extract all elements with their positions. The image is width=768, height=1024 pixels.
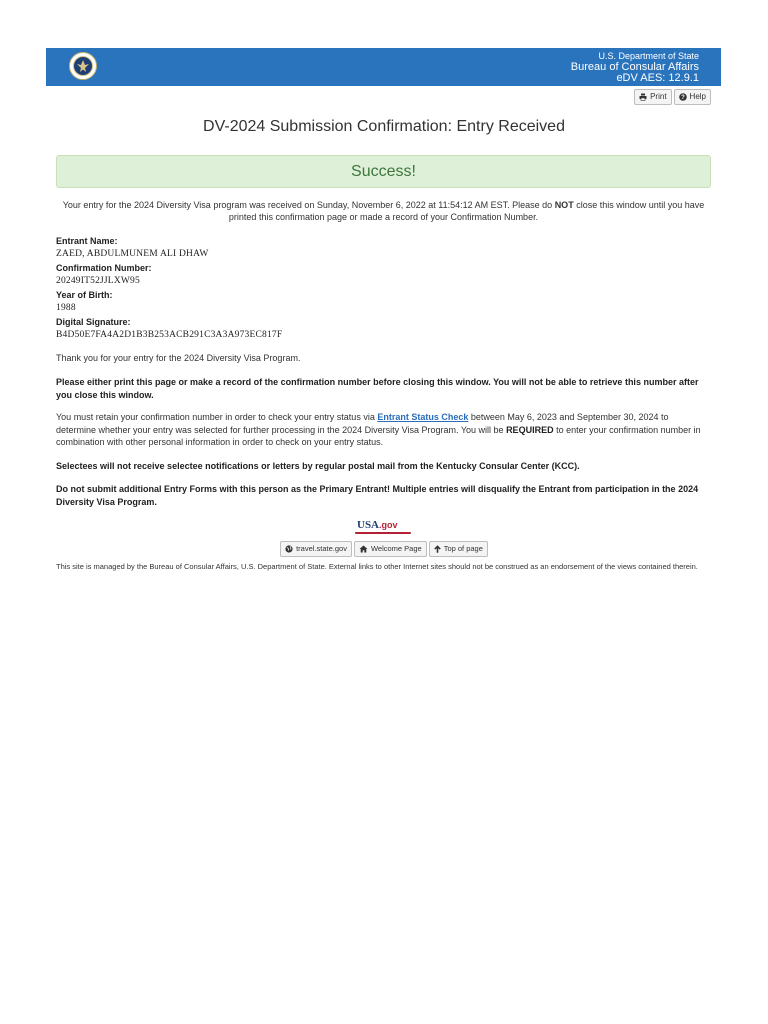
entrant-name-value: ZAED, ABDULMUNEM ALI DHAW (56, 249, 209, 259)
travel-state-link[interactable] (280, 541, 352, 557)
retain-text-middle: between May 6, 2023 and September 30, 2024 to determine whether your entry was selected for further processing in the 2024 Diversity Visa Program. You will be (56, 412, 669, 435)
success-alert: Success! (56, 155, 711, 188)
print-label: Print (650, 92, 667, 101)
digital-signature-value: B4D50E7FA4A2D1B3B253ACB291C3A3A973EC817F (56, 330, 283, 340)
birth-year-value: 1988 (56, 303, 76, 313)
welcome-page-link[interactable] (354, 541, 427, 557)
digital-signature-label: Digital Signature: (56, 317, 131, 327)
print-icon (639, 93, 647, 101)
usa-logo-suffix: .gov (379, 520, 398, 530)
top-of-page-link[interactable] (429, 541, 488, 557)
intro-text (56, 199, 711, 223)
welcome-page-label: Welcome Page (370, 544, 422, 553)
selectees-notice (56, 460, 711, 473)
intro-text-start: Your entry for the 2024 Diversity Visa program was received on Sunday, November 6, 2022 at 11:54:12 AM EST. Please do (62, 200, 555, 210)
header-banner (46, 48, 721, 86)
help-icon (679, 93, 687, 101)
intro-not: NOT (554, 200, 574, 210)
arrow-up-icon (434, 545, 441, 553)
intro-text-end: close this window until you have printed this confirmation page or made a record of your Confirmation Number. (228, 200, 705, 222)
multiple-entries-text: Do not submit additional Entry Forms with this person as the Primary Entrant! Multiple entries will disqualify the Entrant from participation in the 2024 Diversity Visa Program. (56, 484, 699, 507)
toolbar (634, 89, 711, 105)
globe-icon (285, 545, 293, 553)
thank-you-text: Thank you for your entry for the 2024 Diversity Visa Program. (56, 353, 301, 363)
seal-icon (69, 52, 97, 80)
site-disclaimer: This site is managed by the Bureau of Consular Affairs, U.S. Department of State. External links to other Internet sites should not be construed as an endorsement of the views contained therein. (56, 562, 698, 571)
usa-logo-main: USA (357, 519, 380, 531)
retain-notice (56, 411, 711, 449)
selectees-text: Selectees will not receive selectee notifications or letters by regular postal mail from the Kentucky Consular Center (KCC). (56, 461, 580, 471)
confirmation-number-value: 20249IT52JJLXW95 (56, 276, 140, 286)
required-text: REQUIRED (506, 424, 554, 435)
top-of-page-label: Top of page (443, 544, 483, 553)
retain-text-start: You must retain your confirmation number in order to check your entry status via (56, 412, 378, 422)
entrant-status-check-link[interactable]: Entrant Status Check (377, 412, 469, 422)
entrant-name-label: Entrant Name: (56, 236, 118, 246)
confirmation-number-label: Confirmation Number: (56, 263, 152, 273)
footer-links (0, 541, 768, 557)
home-icon (359, 545, 368, 553)
print-warning-text: Please either print this page or make a record of the confirmation number before closing this window. You will not be able to retrieve this number after you close this window. (56, 377, 699, 400)
app-version: eDV AES: 12.9.1 (616, 72, 699, 84)
entrant-details (56, 234, 711, 342)
retain-text-end: to enter your confirmation number in combination with other personal information in order to check on your entry status. (56, 424, 701, 447)
multiple-entries-warning (56, 483, 711, 508)
travel-state-label: travel.state.gov (296, 544, 347, 553)
usa-logo-swoosh (355, 532, 411, 534)
print-button[interactable] (634, 89, 671, 105)
agency-block (571, 51, 699, 84)
usa-gov-logo[interactable] (357, 519, 398, 531)
svg-text:?: ? (680, 95, 685, 101)
print-warning (56, 376, 711, 401)
help-label: Help (689, 92, 706, 101)
bureau-name: Bureau of Consular Affairs (570, 61, 699, 73)
department-name: U.S. Department of State (598, 51, 699, 61)
page-title: DV-2024 Submission Confirmation: Entry Received (203, 118, 565, 135)
help-button[interactable] (674, 89, 711, 105)
birth-year-label: Year of Birth: (56, 290, 113, 300)
